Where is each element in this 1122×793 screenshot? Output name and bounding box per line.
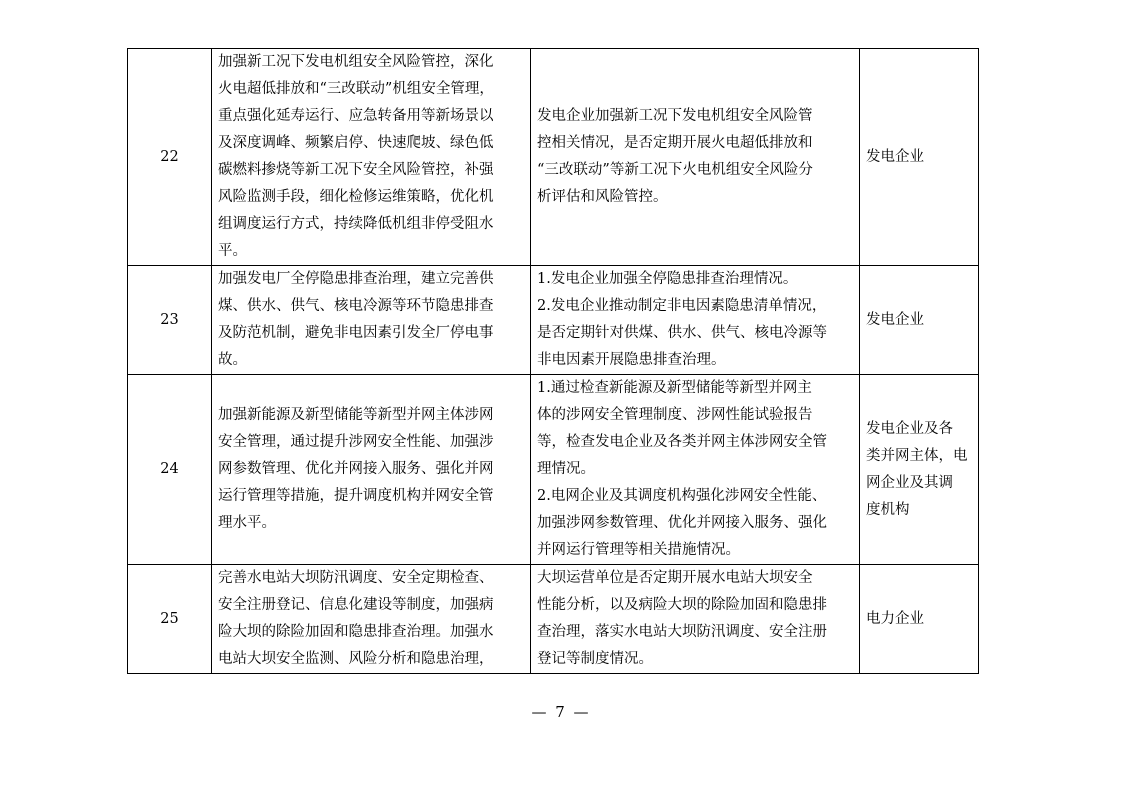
check-content: 大坝运营单位是否定期开展水电站大坝安全 性能分析，以及病险大坝的除险加固和隐患排 查治理，落实水电站大坝防汛调度、安全注册 登记等制度情况。 <box>531 565 860 674</box>
table-row-24 <box>128 375 979 565</box>
task-table <box>127 48 979 674</box>
check-content: 1.通过检查新能源及新型储能等新型并网主 体的涉网安全管理制度、涉网性能试验报告 等，检查发电企业及各类并网主体涉网安全管 理情况。 2.电网企业及其调度机构强化涉网安全性能、 加强涉网参数管理、优化并网接入服务、强化 并网运行管理等相关措施情况。 <box>531 375 860 565</box>
page-number: — 7 — <box>531 703 591 721</box>
responsible-entity: 发电企业 <box>860 49 979 266</box>
responsible-entity: 发电企业 <box>860 266 979 375</box>
check-content: 1.发电企业加强全停隐患排查治理情况。 2.发电企业推动制定非电因素隐患清单情况， 是否定期针对供煤、供水、供气、核电冷源等 非电因素开展隐患排查治理。 <box>531 266 860 375</box>
table-row-22 <box>128 49 979 266</box>
check-content: 发电企业加强新工况下发电机组安全风险管 控相关情况，是否定期开展火电超低排放和 “三改联动”等新工况下火电机组安全风险分 析评估和风险管控。 <box>531 49 860 266</box>
row-number: 24 <box>128 375 212 565</box>
table-row-23 <box>128 266 979 375</box>
task-description: 加强新能源及新型储能等新型并网主体涉网 安全管理，通过提升涉网安全性能、加强涉 网参数管理、优化并网接入服务、强化并网 运行管理等措施，提升调度机构并网安全管 理水平。 <box>212 375 531 565</box>
row-number: 25 <box>128 565 212 674</box>
table-row-25 <box>128 565 979 674</box>
row-number: 22 <box>128 49 212 266</box>
responsible-entity: 发电企业及各 类并网主体，电 网企业及其调 度机构 <box>860 375 979 565</box>
row-number: 23 <box>128 266 212 375</box>
responsible-entity: 电力企业 <box>860 565 979 674</box>
task-description: 加强新工况下发电机组安全风险管控，深化 火电超低排放和“三改联动”机组安全管理， 重点强化延寿运行、应急转备用等新场景以 及深度调峰、频繁启停、快速爬坡、绿色低 碳燃料掺烧等新工况下安全风险管控，补强 风险监测手段，细化检修运维策略，优化机 组调度运行方式，持续降低机组非停受阻水 平。 <box>212 49 531 266</box>
task-description: 完善水电站大坝防汛调度、安全定期检查、 安全注册登记、信息化建设等制度，加强病 险大坝的除险加固和隐患排查治理。加强水 电站大坝安全监测、风险分析和隐患治理， <box>212 565 531 674</box>
task-description: 加强发电厂全停隐患排查治理，建立完善供 煤、供水、供气、核电冷源等环节隐患排查 及防范机制，避免非电因素引发全厂停电事 故。 <box>212 266 531 375</box>
